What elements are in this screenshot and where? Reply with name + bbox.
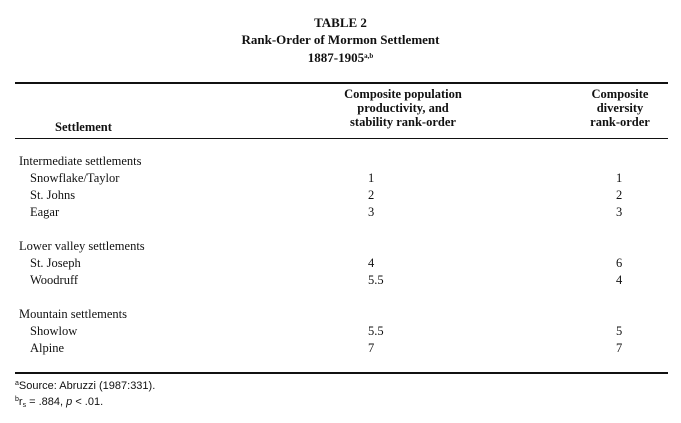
row-composite-rank: 1 <box>368 171 375 185</box>
footnote-source <box>15 377 155 393</box>
row-name: Eagar <box>30 205 60 219</box>
row-composite-rank: 4 <box>368 256 375 270</box>
row-diversity-rank: 6 <box>616 256 623 270</box>
bottom-rule <box>15 372 668 374</box>
row-diversity-rank: 7 <box>616 341 623 355</box>
column-header-diversity-line3: rank-order <box>590 115 650 129</box>
row-composite-rank: 2 <box>368 188 375 202</box>
row-name: Showlow <box>30 324 78 338</box>
group-label-mountain: Mountain settlements <box>19 307 127 321</box>
row-composite-rank: 5.5 <box>368 273 384 287</box>
row-name: Snowflake/Taylor <box>30 171 120 185</box>
table-years <box>0 48 681 66</box>
footnote-p-value: < .01. <box>72 396 104 408</box>
column-header-composite-line3: stability rank-order <box>350 115 456 129</box>
row-composite-rank: 3 <box>368 205 375 219</box>
row-diversity-rank: 4 <box>616 273 623 287</box>
row-name: Alpine <box>30 341 65 355</box>
row-name: St. Joseph <box>30 256 81 270</box>
group-label-intermediate: Intermediate settlements <box>19 154 142 168</box>
column-header-diversity-line2: diversity <box>596 101 644 115</box>
row-name: Woodruff <box>30 273 79 287</box>
row-name: St. Johns <box>30 188 76 202</box>
row-diversity-rank: 2 <box>616 188 623 202</box>
row-composite-rank: 7 <box>368 341 375 355</box>
table-label: TABLE 2 <box>314 15 367 30</box>
footnote-p-symbol: p <box>66 396 73 408</box>
row-composite-rank: 5.5 <box>368 324 384 338</box>
group-label-lower-valley: Lower valley settlements <box>19 239 145 253</box>
footnote-r-symbol: r <box>18 396 23 408</box>
row-diversity-rank: 1 <box>616 171 623 185</box>
column-header-settlement: Settlement <box>55 120 112 134</box>
table-title: Rank-Order of Mormon Settlement <box>241 32 440 47</box>
table-years-marker: a,b <box>364 52 374 60</box>
column-header-composite-line2: productivity, and <box>357 101 449 115</box>
footnote-source-text: Source: Abruzzi (1987:331). <box>18 380 156 392</box>
top-rule <box>15 82 668 84</box>
column-header-diversity <box>565 87 675 129</box>
footnote-r-subscript: s <box>22 402 27 409</box>
footnote-marker-a: a <box>15 380 19 387</box>
column-header-composite <box>318 87 488 129</box>
table-years-text: 1887-1905 <box>307 50 365 65</box>
header-rule <box>15 138 668 139</box>
column-header-composite-line1: Composite population <box>344 87 462 101</box>
row-diversity-rank: 5 <box>616 324 623 338</box>
footnote-r-value: = .884, <box>26 396 67 408</box>
row-diversity-rank: 3 <box>616 205 623 219</box>
footnote-marker-b: b <box>15 396 19 403</box>
footnote-statistic <box>15 393 103 412</box>
column-header-diversity-line1: Composite <box>591 87 649 101</box>
